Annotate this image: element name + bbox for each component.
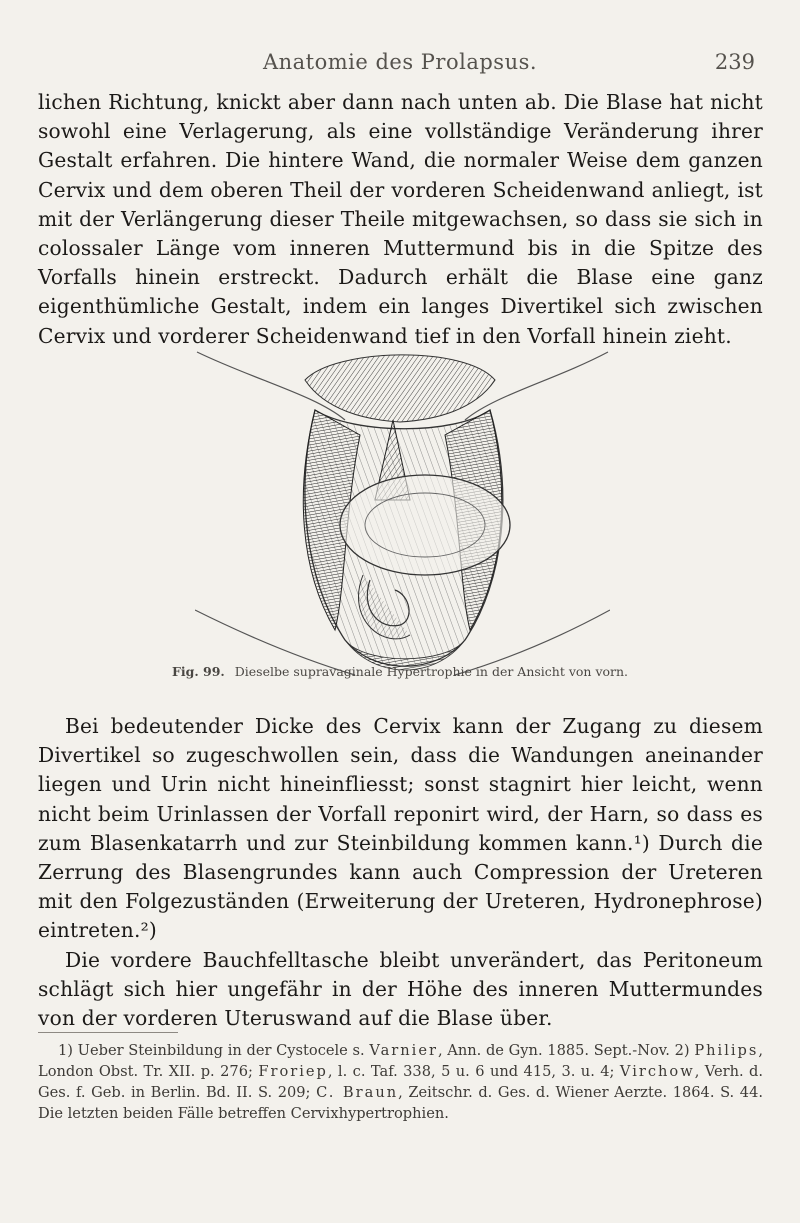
prolapse-front-view-drawing: [195, 340, 610, 685]
figure-caption: [0, 664, 800, 679]
footnotes: [38, 1040, 763, 1124]
paragraph-3: Die vordere Bauchfelltasche bleibt unverändert, das Peritoneum schlägt sich hier ungefähr in der Höhe des inneren Muttermundes von der vorderen Uteruswand auf die Blase über.: [38, 947, 763, 1031]
body-text-bottom: [38, 712, 763, 1033]
footnote-2-author-2: Froriep: [258, 1063, 328, 1080]
page-number: 239: [714, 50, 755, 74]
footnote-2-ref-3: , Verh. d. Ges. f. Geb. in Berlin. Bd. II. S. 209;: [38, 1063, 764, 1101]
body-text-top: [38, 88, 763, 351]
footnote-2-prefix: 2): [674, 1042, 690, 1059]
footnote-2-author-4: C. Braun: [316, 1084, 399, 1101]
running-title: Anatomie des Prolapsus.: [262, 50, 538, 74]
figure-caption-text: Dieselbe supravaginale Hypertrophie in der Ansicht von vorn.: [234, 664, 629, 679]
footnote-1-prefix: 1) Ueber Steinbildung in der Cystocele s.: [58, 1042, 365, 1059]
footnote-2-ref-4: , Zeitschr. d. Ges. d. Wiener Aerzte. 1864. S. 44. Die letzten beiden Fälle betreffen Cervixhypertrophien.: [38, 1084, 763, 1122]
footnote-1-author: Varnier: [369, 1042, 438, 1059]
footnote-2-author-1: Philips: [694, 1042, 759, 1059]
footnote-2-ref-2: , l. c. Taf. 338, 5 u. 6 und 415, 3. u. 4;: [327, 1063, 615, 1080]
page-header: [0, 50, 800, 80]
footnote-1: [38, 1040, 763, 1124]
paragraph-1: lichen Richtung, knickt aber dann nach unten ab. Die Blase hat nicht sowohl eine Verlagerung, als eine vollständige Veränderung ihrer Gestalt erfahren. Die hintere Wand, die normaler Weise dem ganzen Cervix und dem oberen Theil der vorderen Scheidenwand anliegt, ist mit der Verlängerung dieser Theile mitgewachsen, so dass sie sich in colossaler Länge vom inneren Muttermund bis in die Spitze des Vorfalls hinein erstreckt. Dadurch erhält die Blase eine ganz eigenthümliche Gestalt, indem ein langes Divertikel sich zwischen Cervix und vorderer Scheidenwand tief in den Vorfall hinein zieht.: [38, 90, 763, 348]
footnote-2-ref-1: , London Obst. Tr. XII. p. 276;: [38, 1042, 764, 1080]
footnote-1-suffix: , Ann. de Gyn. 1885. Sept.-Nov.: [437, 1042, 670, 1059]
paragraph-2: Bei bedeutender Dicke des Cervix kann der Zugang zu diesem Divertikel so zugeschwollen sein, dass die Wandungen aneinander liegen und Urin nicht hineinfliesst; sonst stagnirt hier leicht, wenn nicht beim Urinlassen der Vorfall reponirt wird, der Harn, so dass es zum Blasenkatarrh und zur Steinbildung kommen kann.¹) Durch die Zerrung des Blasengrundes kann auch Compression der Ureteren mit den Folgezuständen (Erweiterung der Ureteren, Hydronephrose) eintreten.²): [38, 714, 763, 943]
footnote-rule: [38, 1032, 178, 1033]
footnote-2-author-3: Virchow: [619, 1063, 695, 1080]
anatomical-illustration: [195, 340, 610, 685]
figure-label: Fig. 99.: [171, 664, 225, 679]
